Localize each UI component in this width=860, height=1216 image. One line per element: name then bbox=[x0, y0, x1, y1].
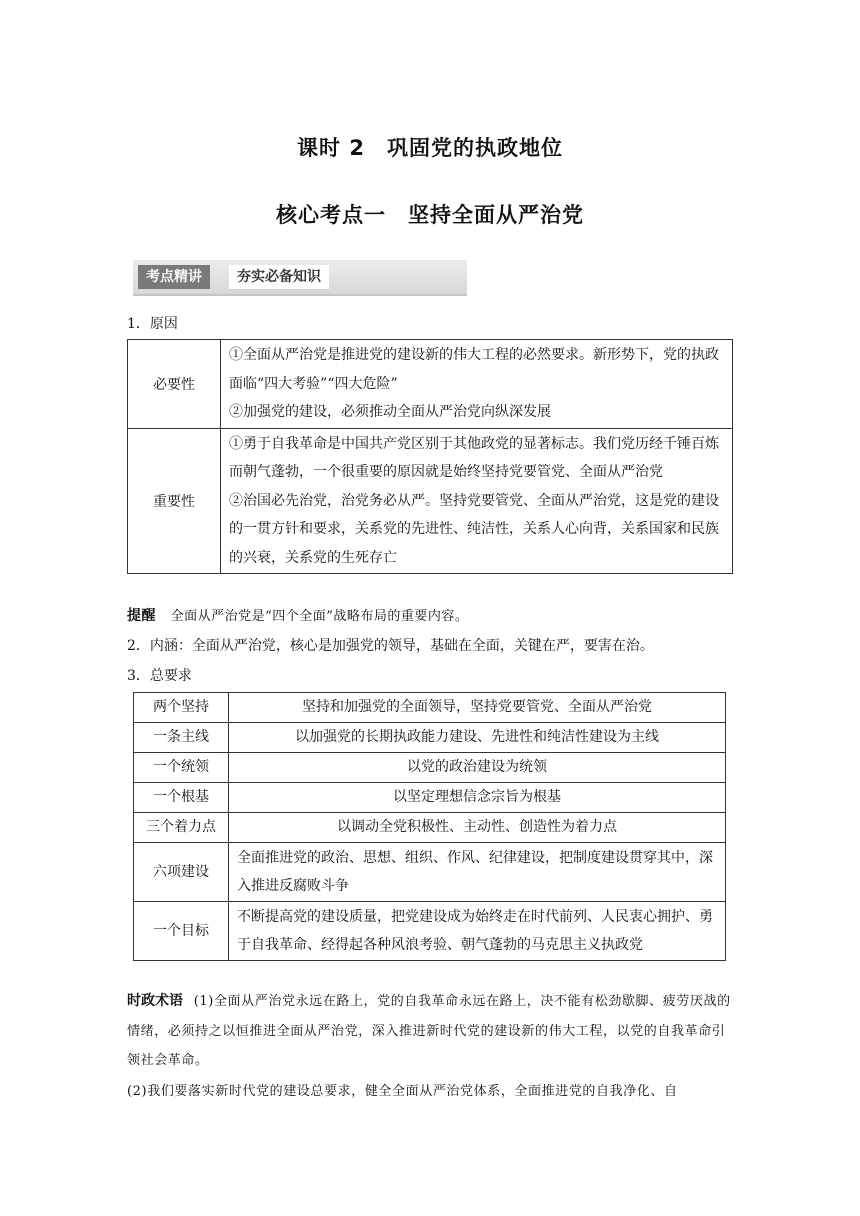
table-row bbox=[134, 693, 726, 723]
row-line: ②治国必先治党，治党务必从严。坚持党要管党、全面从严治党，这是党的建设的一贯方针和要求，关系党的先进性、纯洁性，关系人心向背，关系国家和民族的兴衰，关系党的生死存亡 bbox=[229, 492, 719, 566]
table-row bbox=[134, 753, 726, 783]
row-key: 必要性 bbox=[128, 340, 221, 429]
row-line: ②加强党的建设，必须推动全面从严治党向纵深发展 bbox=[229, 404, 551, 420]
requirements-table bbox=[133, 692, 726, 961]
section1-heading: 1．原因 bbox=[127, 316, 178, 332]
lesson-title: 课时 2 巩固党的执政地位 bbox=[297, 136, 563, 160]
terms-text-1: (1)全面从严治党永远在路上，党的自我革命永远在路上，决不能有松劲歇脚、疲劳厌战的情绪，必须持之以恒推进全面从严治党，深入推进新时代党的建设新的伟大工程，以党的自我革命引领社会革命。 bbox=[127, 994, 731, 1068]
section-banner bbox=[133, 260, 467, 294]
row-value: 以加强党的长期执政能力建设、先进性和纯洁性建设为主线 bbox=[229, 723, 726, 753]
row-value: 以调动全党积极性、主动性、创造性为着力点 bbox=[229, 813, 726, 843]
row-line: ①全面从严治党是推进党的建设新的伟大工程的必然要求。新形势下，党的执政面临“四大考验”“四大危险” bbox=[229, 347, 719, 392]
row-key: 一个根基 bbox=[134, 783, 229, 813]
table-row bbox=[134, 813, 726, 843]
table-row bbox=[134, 902, 726, 961]
section3-heading: 3．总要求 bbox=[127, 668, 192, 684]
row-line: ①勇于自我革命是中国共产党区别于其他政党的显著标志。我们党历经千锤百炼而朝气蓬勃，一个很重要的原因就是始终坚持党要管党、全面从严治党 bbox=[229, 435, 719, 480]
section2-label: 2．内涵： bbox=[127, 638, 192, 654]
banner-tag: 考点精讲 bbox=[138, 265, 210, 289]
topic-title: 核心考点一 坚持全面从严治党 bbox=[276, 203, 584, 227]
table-row bbox=[134, 843, 726, 902]
row-value: 不断提高党的建设质量，把党建设成为始终走在时代前列、人民衷心拥护、勇于自我革命、经得起各种风浪考验、朝气蓬勃的马克思主义执政党 bbox=[229, 902, 726, 961]
tip-text: 全面从严治党是“四个全面”战略布局的重要内容。 bbox=[170, 609, 469, 624]
row-value: 以党的政治建设为统领 bbox=[229, 753, 726, 783]
tip bbox=[127, 605, 733, 625]
row-key: 重要性 bbox=[128, 428, 221, 574]
row-key: 一个统领 bbox=[134, 753, 229, 783]
terms-paragraph-2: (2)我们要落实新时代党的建设总要求，健全全面从严治党体系，全面推进党的自我净化、自 bbox=[127, 1084, 678, 1099]
row-key: 六项建设 bbox=[134, 843, 229, 902]
row-value: 以坚定理想信念宗旨为根基 bbox=[229, 783, 726, 813]
row-value: 全面推进党的政治、思想、组织、作风、纪律建设，把制度建设贯穿其中，深入推进反腐败斗争 bbox=[229, 843, 726, 902]
row-key: 一个目标 bbox=[134, 902, 229, 961]
table-row bbox=[134, 723, 726, 753]
section2 bbox=[127, 635, 733, 655]
row-key: 一条主线 bbox=[134, 723, 229, 753]
table-row bbox=[134, 783, 726, 813]
table-row bbox=[128, 340, 733, 429]
banner-text: 夯实必备知识 bbox=[229, 265, 329, 289]
tip-label: 提醒 bbox=[127, 608, 156, 624]
terms-label: 时政术语 bbox=[127, 993, 183, 1009]
row-value bbox=[221, 340, 733, 429]
row-value: 坚持和加强党的全面领导，坚持党要管党、全面从严治党 bbox=[229, 693, 726, 723]
table-row bbox=[128, 428, 733, 574]
reasons-table bbox=[127, 339, 733, 574]
section2-text: 全面从严治党，核心是加强党的领导，基础在全面，关键在严，要害在治。 bbox=[191, 638, 654, 654]
row-key: 两个坚持 bbox=[134, 693, 229, 723]
terms-paragraph-1 bbox=[127, 987, 733, 1076]
row-value bbox=[221, 428, 733, 574]
row-key: 三个着力点 bbox=[134, 813, 229, 843]
